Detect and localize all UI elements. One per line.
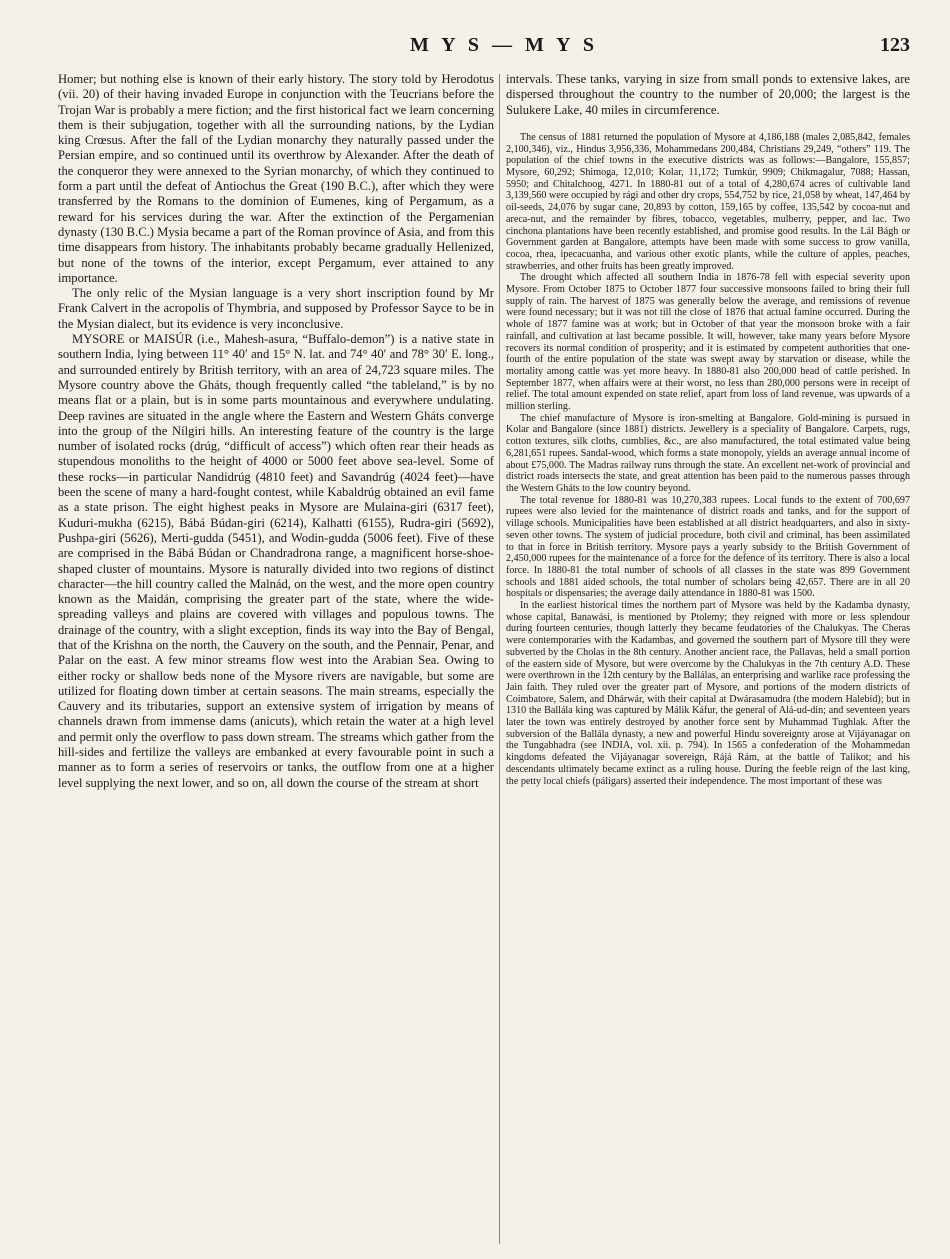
column-rule [499, 74, 500, 1244]
paragraph-mysore-geography: MYSORE or MAISÚR (i.e., Mahesh-asura, “Buffalo-demon”) is a native state in southern India, lying between 11° 40′ and 15° N. lat. and 74° 40′ and 78° 30′ E. long., and surrounded entirely by British territory, with an area of 24,723 square miles. The Mysore country above the Gháts, though frequently called “the tableland,” is by no means flat or a plain, but is in some parts mountainous and everywhere undulating. Deep ravines are situated in the angle where the Eastern and Western Gháts converge into the group of the Nílgiri hills. An interesting feature of the country is the large number of isolated rocks (drúg, “difficult of access”) which often rear their heads as stupendous monoliths to the height of 4000 or 5000 feet above sea-level. Some of these rocks—in particular Nandidrúg (4810 feet) and Savandrúg (4024 feet)—have been the scene of many a hard-fought contest, while Kabaldrúg obtained an evil fame as a state prison. The eight highest peaks in Mysore are Mulaina-giri (6317 feet), Kuduri-mukha (6215), Bábá Búdan-giri (6214), Kalhatti (6155), Rudra-giri (5692), Pushpa-giri (5626), Merti-gudda (5451), and Wodin-gudda (5006 feet). Five of these are comprised in the Bábá Búdan or Chandradrona range, a magnificent horse-shoe-shaped cluster of mountains. Mysore is naturally divided into two regions of distinct character—the hill country called the Malnád, on the west, and the more open country known as the Maidán, comprising the greater part of the state, where the wide-spreading valleys and plains are covered with villages and populous towns. The drainage of the country, with a slight exception, finds its way into the Bay of Bengal, that of the Krishna on the north, the Cauvery on the south, and the Pennair, Penar, and Palar on the east. A few minor streams flow west into the Arabian Sea. Owing to either rocky or shallow beds none of the Mysore rivers are navigable, but some are utilized for floating down timber at certain seasons. The main streams, especially the Cauvery and its tributaries, support an extensive system of irrigation by means of channels drawn from immense dams (anicuts), which retain the water at a high level and permit only the overflow to pass down stream. The streams which gather from the hill-sides and fertilize the valleys are embanked at every favourable point in such a manner as to form a series of reservoirs or tanks, the outflow from one at a higher level supplying the next lower, and so on, all down the course of the stream at short [58, 332, 494, 790]
right-column-small-text [506, 132, 910, 787]
page-header [98, 34, 910, 64]
right-column [506, 72, 910, 1252]
paragraph-drought: The drought which affected all southern India in 1876-78 fell with especial severity upon Mysore. From October 1875 to October 1877 four successive monsoons failed to bring their full supply of rain. The harvest of 1875 was generally below the average, and remissions of revenue were found necessary; but it was not till the close of 1876 that actual famine occurred. During the whole of 1877 famine was at work; but in October of that year the monsoon broke with a fair rainfall, and cultivation at last became possible. It will, however, take many years before Mysore recovers its normal condition of prosperity; and it is estimated by competent authorities that one-fourth of the entire population of the state was swept away by starvation or disease, while the mortality among cattle was yet more heavy. In 1880-81 also 200,000 head of cattle perished. In September 1877, when affairs were at their worst, no less than 280,000 persons were in receipt of relief. The total amount expended on state relief, apart from loss of land revenue, was upwards of a million sterling. [506, 272, 910, 413]
paragraph-mysian-language: The only relic of the Mysian language is a very short inscription found by Mr Frank Calvert in the acropolis of Thymbria, and supposed by Professor Sayce to be in the Mysian dialect, but its evidence is very inconclusive. [58, 286, 494, 331]
paragraph-census: The census of 1881 returned the population of Mysore at 4,186,188 (males 2,085,842, females 2,100,346), viz., Hindus 3,956,336, Mohammedans 200,484, Christians 29,249, “others” 119. The population of the chief towns in the executive districts was as follows:—Bangalore, 155,857; Mysore, 60,292; Shimoga, 12,010; Kolar, 11,172; Tumkúr, 9909; Chikmagalur, 7088; Hassan, 5950; and Chitalchoog, 4271. In 1880-81 out of a total of 4,280,674 acres of cultivable land 3,139,560 were occupied by rági and other dry crops, 554,752 by rice, 21,058 by wheat, 147,464 by oil-seeds, 24,076 by sugar cane, 20,893 by cotton, 159,165 by coffee, 135,542 by cocoa-nut and areca-nut, and the remainder by fibres, tobacco, vegetables, mulberry, pepper, and lac. Two cinchona plantations have been recently established, and promise good results. In the Lál Bágh or Government garden at Bangalore, attempts have been made with some success to grow vanilla, cocoa, rhea, ipecacuanha, and various other exotic plants, while the culture of apples, peaches, strawberries, and other fruits has been greatly improved. [506, 131, 910, 272]
page-number: 123 [880, 34, 910, 56]
paragraph-history: In the earliest historical times the northern part of Mysore was held by the Kadamba dynasty, whose capital, Banawási, is mentioned by Ptolemy; they reigned with more or less splendour during fourteen centuries, though latterly they became feudatories of the Chalukyas. The Cheras were contemporaries with the Kadambas, and governed the southern part of Mysore till they were subverted by the Cholas in the 8th century. Another ancient race, the Pallavas, held a small portion of the eastern side of Mysore, but were overcome by the Chalukyas in the 7th century A.D. These were overthrown in the 12th century by the Ballálas, an enterprising and warlike race professing the Jain faith. They ruled over the greater part of Mysore, and portions of the modern districts of Coimbatore, Salem, and Dhárwár, with their capital at Dwárasamudra (the modern Halebíd); but in 1310 the Ballála king was captured by Málik Káfur, the general of Alá-ud-din; and seventeen years later the town was entirely destroyed by another force sent by Muhammad Tughlak. After the subversion of the Ballála dynasty, a new and powerful Hindu sovereignty arose at Vijáyanagar on the Tungabhadra (see INDIA, vol. xii. p. 794). In 1565 a confederation of the Mohammedan kingdoms defeated the Vijáyanagar sovereign, Rájá Rám, at the battle of Talikot; and his descendants ultimately became extinct as a ruling house. During the feeble reign of the last king, the petty local chiefs (páligars) asserted their independence. The most important of these was [506, 600, 910, 787]
running-head: M Y S — M Y S [410, 34, 598, 56]
paragraph-revenue: The total revenue for 1880-81 was 10,270,383 rupees. Local funds to the extent of 700,697 rupees were also levied for the maintenance of district roads and tanks, and for the support of village schools. Municipalities have been established at all district headquarters, and also in sixty-seven other towns. The system of judicial procedure, both civil and criminal, has been assimilated to that in force in British territory. Mysore pays a yearly subsidy to the British Government of 2,450,000 rupees for the maintenance of a force for the defence of its territory. There is also a local force. In 1880-81 the total number of schools of all classes in the state was 899 Government schools and 1881 aided schools, the total number of scholars being 42,657. There are in all 20 hospitals or dispensaries; the average daily attendance in 1880-81 was 1500. [506, 494, 910, 600]
paragraph-tanks: intervals. These tanks, varying in size from small ponds to extensive lakes, are dispersed throughout the country to the number of 20,000; the largest is the Sulukere Lake, 40 miles in circumference. [506, 72, 910, 117]
paragraph-manufacture: The chief manufacture of Mysore is iron-smelting at Bangalore. Gold-mining is pursued in Kolar and Bangalore (since 1881) districts. Jewellery is a speciality of Bangalore. Carpets, rugs, cotton textures, silk cloths, cumblies, &c., are also manufactured, the total estimated value being 6,281,651 rupees. Sandal-wood, which forms a state monopoly, yields an average annual income of about £75,000. The Madras railway runs through the state. An excellent net-work of provincial and district roads intersects the state, and great attention has been paid to the numerous passes through the Western Gháts to the low country beyond. [506, 412, 910, 494]
paragraph-mysia-history: Homer; but nothing else is known of their early history. The story told by Herodotus (vii. 20) of their having invaded Europe in conjunction with the Teucrians before the Trojan War is probably a mere fiction; and the first historical fact we learn concerning them is their subjugation, together with all the surrounding nations, by the Lydian king Crœsus. After the fall of the Lydian monarchy they naturally passed under the Persian empire, and so continued until its overthrow by Alexander. After the death of the conqueror they were annexed to the Syrian monarchy, of which they continued to form a part until the defeat of Antiochus the Great (190 B.C.), after which they were transferred by the Romans to the dominion of Eumenes, king of Pergamum, as a reward for his services during the war. After the extinction of the Pergamenian dynasty (130 B.C.) Mysia became a part of the Roman province of Asia, and from this time disappears from history. The inhabitants probably became gradually Hellenized, but none of the towns of the interior, except Pergamum, ever attained to any importance. [58, 72, 494, 285]
left-column [58, 72, 494, 1252]
right-column-large-text [506, 72, 910, 118]
